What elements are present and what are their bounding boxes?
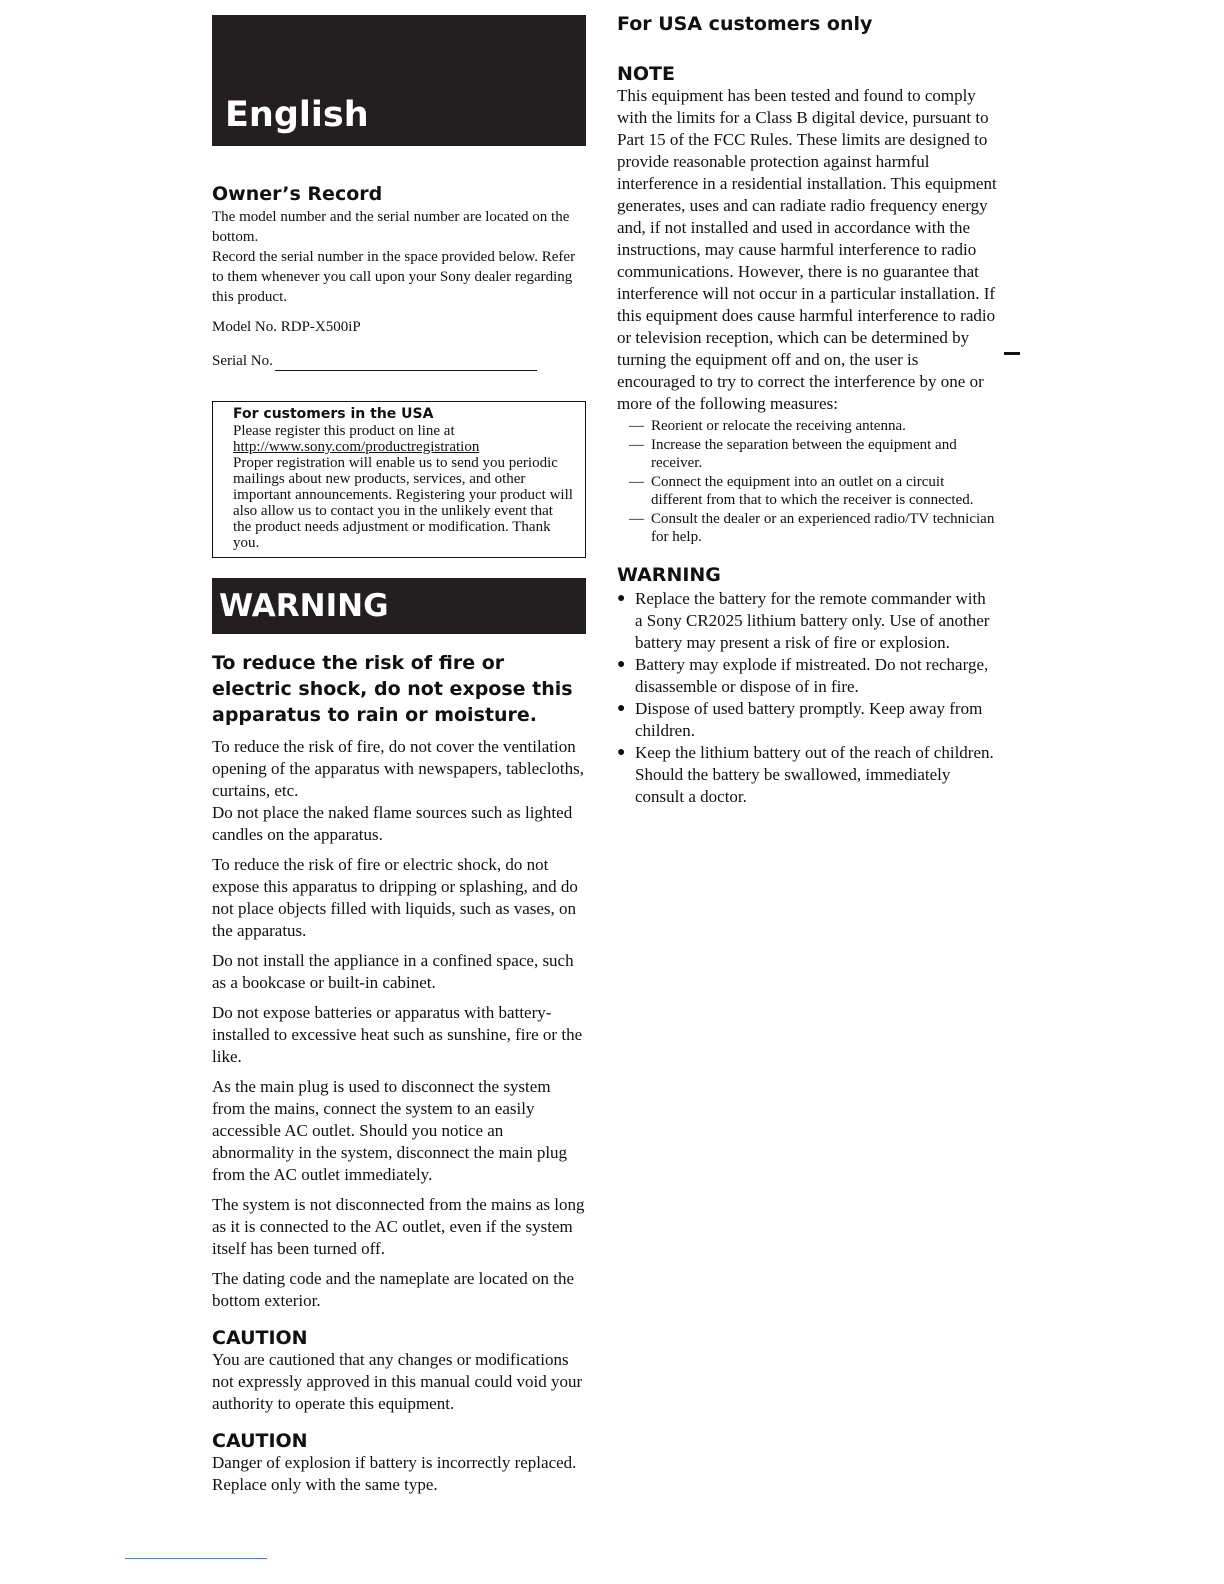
owners-record-line: The model number and the serial number are located on the bottom. bbox=[212, 209, 570, 245]
battery-warning-title: WARNING bbox=[617, 563, 721, 586]
list-item: — Increase the separation between the equipment and receiver. bbox=[629, 436, 957, 471]
list-item: — Consult the dealer or an experienced radio/TV technician for help. bbox=[629, 510, 995, 545]
bullet-icon: ● bbox=[617, 744, 626, 760]
usa-customers-heading: For USA customers only bbox=[617, 13, 873, 35]
bullet-icon: ● bbox=[617, 590, 626, 606]
paragraph-line: To reduce the risk of fire, do not cover the ventilation opening of the apparatus with newspapers, tablecloths, curtains, etc. bbox=[212, 737, 585, 800]
paragraph-line: The system is not disconnected from the mains as long as it is connected to the AC outlet, even if the system itself has been turned off. bbox=[212, 1195, 585, 1258]
note-body: This equipment has been tested and found to comply with the limits for a Class B digital device, pursuant to Part 15 of the FCC Rules. These limits are designed to provide reasonable protection against harmful interference in a residential installation. This equipment generates, uses and can radiate radio frequency energy and, if not installed and used in accordance with the instructions, may cause harmful interference to radio communications. However, there is no guarantee that interference will not occur in a particular installation. If this equipment does cause harmful interference to radio or television reception, which can be determined by turning the equipment off and on, the user is encouraged to try to correct the interference by one or more of the following measures: bbox=[617, 86, 997, 413]
battery-warning-list bbox=[617, 588, 997, 808]
list-item: ● Keep the lithium battery out of the reach of children. Should the battery be swallowed, immediately consult a doctor. bbox=[617, 742, 994, 806]
paragraph-line: Do not install the appliance in a confined space, such as a bookcase or built-in cabinet. bbox=[212, 951, 574, 992]
caution-body: You are cautioned that any changes or modifications not expressly approved in this manual could void your authority to operate this equipment. bbox=[212, 1350, 583, 1413]
fcc-measures-list bbox=[629, 417, 997, 547]
model-number: Model No. RDP-X500iP bbox=[212, 319, 361, 335]
owners-record-line: Record the serial number in the space provided below. Refer to them whenever you call upon your Sony dealer regarding this product. bbox=[212, 249, 576, 305]
list-item: — Reorient or relocate the receiving antenna. bbox=[629, 418, 906, 434]
warning-paragraph bbox=[212, 1076, 586, 1186]
language-banner bbox=[212, 15, 586, 146]
note-title: NOTE bbox=[617, 63, 675, 85]
warning-paragraph bbox=[212, 736, 586, 846]
warning-paragraph bbox=[212, 1194, 586, 1260]
serial-number-blank bbox=[275, 356, 537, 371]
warning-paragraph bbox=[212, 1268, 586, 1312]
bullet-icon: ● bbox=[617, 656, 626, 672]
language-title: English bbox=[225, 95, 369, 135]
paragraph-line: Do not expose batteries or apparatus with battery-installed to excessive heat such as sunshine, fire or the like. bbox=[212, 1003, 583, 1066]
list-item: ● Dispose of used battery promptly. Keep away from children. bbox=[617, 698, 983, 740]
list-item: — Connect the equipment into an outlet on a circuit different from that to which the receiver is connected. bbox=[629, 473, 974, 508]
warning-lead: To reduce the risk of fire or electric shock, do not expose this apparatus to rain or moisture. bbox=[212, 652, 573, 726]
paragraph-line: As the main plug is used to disconnect the system from the mains, connect the system to an easily accessible AC outlet. Should you notice an abnormality in the system, disconnect the main plug from the AC outlet immediately. bbox=[212, 1077, 568, 1184]
bullet-icon: ● bbox=[617, 700, 626, 716]
usa-box-title: For customers in the USA bbox=[233, 406, 434, 422]
usa-box-body: Proper registration will enable us to send you periodic mailings about new products, services, and other important announcements. Registering your product will also allow us to contact you in the unlikely event that the product needs adjustment or modification. Thank you. bbox=[233, 455, 573, 551]
usa-registration-box bbox=[212, 401, 586, 558]
list-item: ● Replace the battery for the remote commander with a Sony CR2025 lithium battery only. Use of another battery may present a risk of fire or explosion. bbox=[617, 588, 990, 652]
edge-mark bbox=[1004, 352, 1020, 355]
registration-link[interactable]: http://www.sony.com/productregistration bbox=[233, 439, 480, 455]
serial-number-row bbox=[212, 351, 586, 371]
paragraph-line: The dating code and the nameplate are located on the bottom exterior. bbox=[212, 1269, 575, 1310]
owners-record-body bbox=[212, 207, 586, 307]
owners-record-title: Owner’s Record bbox=[212, 183, 383, 205]
list-item: ● Battery may explode if mistreated. Do not recharge, disassemble or dispose of in fire. bbox=[617, 654, 989, 696]
caution-title: CAUTION bbox=[212, 1430, 308, 1452]
right-column bbox=[617, 12, 997, 808]
paragraph-line: To reduce the risk of fire or electric shock, do not expose this apparatus to dripping or splashing, and do not place objects filled with liquids, such as vases, on the apparatus. bbox=[212, 855, 578, 940]
warning-paragraph bbox=[212, 950, 586, 994]
usa-box-intro: Please register this product on line at bbox=[233, 423, 455, 439]
caution-title: CAUTION bbox=[212, 1327, 308, 1349]
left-column bbox=[212, 15, 586, 1496]
warning-paragraph bbox=[212, 854, 586, 942]
warning-banner bbox=[212, 578, 586, 634]
caution-body: Danger of explosion if battery is incorrectly replaced. Replace only with the same type. bbox=[212, 1453, 577, 1494]
serial-number-label: Serial No. bbox=[212, 353, 273, 369]
warning-paragraph bbox=[212, 1002, 586, 1068]
paragraph-line: Do not place the naked flame sources such as lighted candles on the apparatus. bbox=[212, 803, 573, 844]
bottom-rule bbox=[125, 1558, 267, 1559]
warning-banner-title: WARNING bbox=[219, 588, 389, 624]
